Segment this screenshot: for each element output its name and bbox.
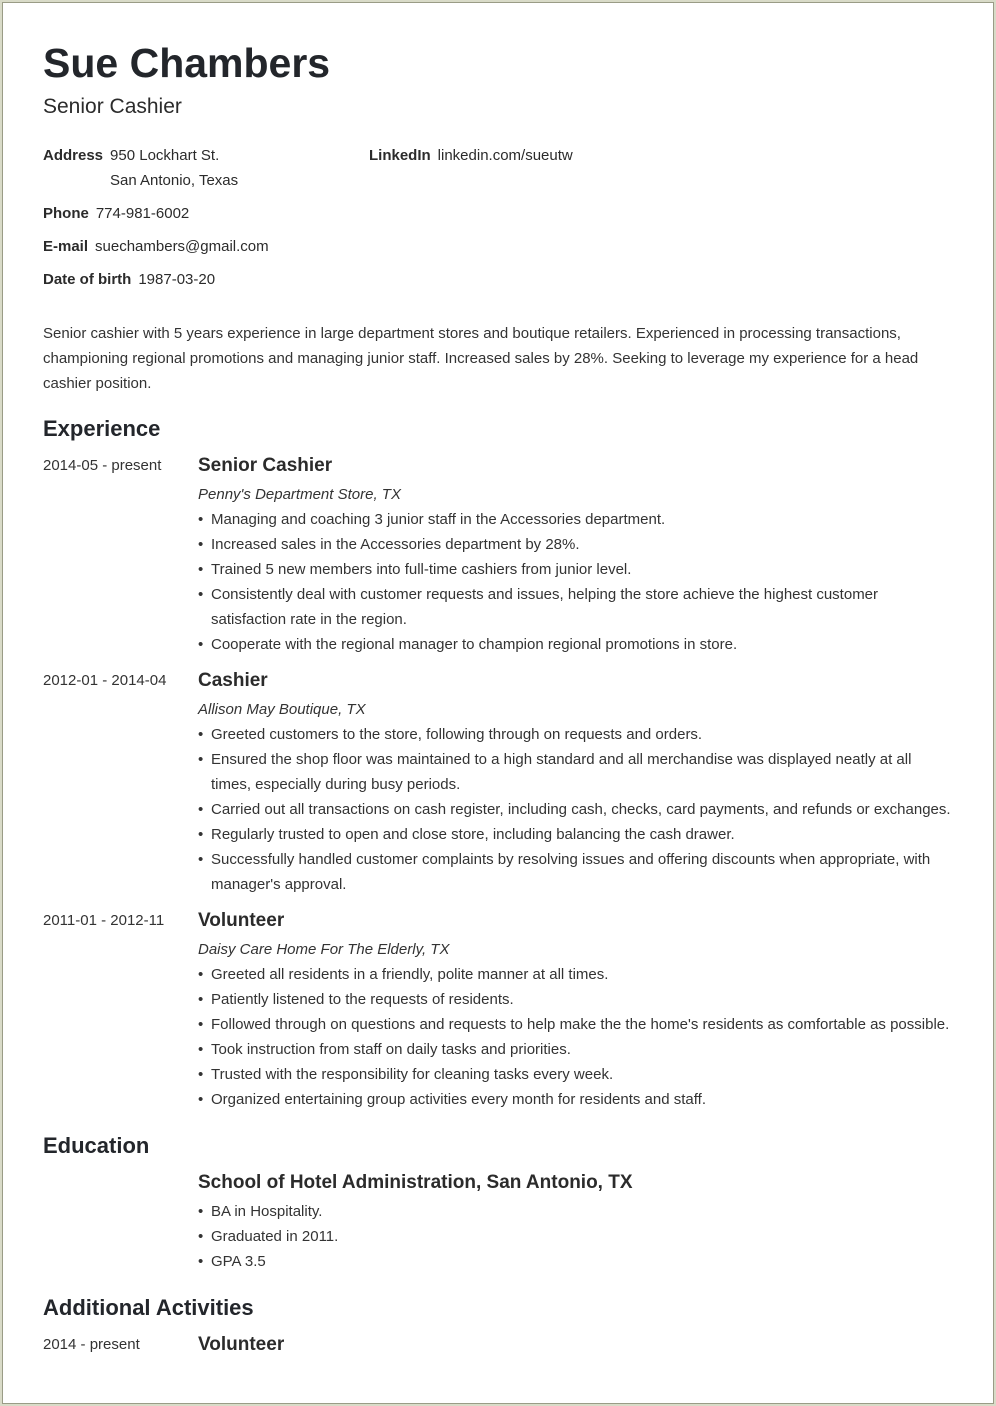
linkedin-label: LinkedIn	[369, 147, 431, 164]
profile-summary: Senior cashier with 5 years experience in large department stores and boutique retailers. Experienced in processing transactions, championing regional promotions and managing junior staff. Increased sales by 28%. Seeking to leverage my experience for a head cashier position.	[43, 325, 919, 392]
education-heading: Education	[43, 1133, 150, 1158]
bullet-item: • Took instruction from staff on daily tasks and priorities.	[198, 1037, 953, 1062]
entry-body	[198, 1333, 953, 1357]
entry-role: Volunteer	[198, 1334, 285, 1355]
bullet-item: • Patiently listened to the requests of residents.	[198, 987, 953, 1012]
bullet-item: • Managing and coaching 3 junior staff in the Accessories department.	[198, 507, 953, 532]
address-row	[43, 143, 219, 168]
dob-row	[43, 267, 215, 292]
bullet-item: • Cooperate with the regional manager to champion regional promotions in store.	[198, 632, 953, 657]
address-label: Address	[43, 147, 104, 164]
entry-date: 2012-01 - 2014-04	[43, 672, 167, 689]
bullet-item: • Consistently deal with customer requests and issues, helping the store achieve the highest customer satisfaction rate in the region.	[198, 582, 953, 632]
phone-value: 774-981-6002	[95, 205, 190, 222]
activities-heading: Additional Activities	[43, 1295, 254, 1320]
phone-label: Phone	[43, 205, 89, 222]
entry-organization: Allison May Boutique, TX	[198, 701, 366, 718]
entry-organization: Penny's Department Store, TX	[198, 486, 401, 503]
bullet-item: • Greeted all residents in a friendly, polite manner at all times.	[198, 962, 953, 987]
entry-role: Cashier	[198, 670, 268, 691]
entry-bullets	[198, 507, 953, 657]
entry-date: 2014-05 - present	[43, 457, 162, 474]
phone-row	[43, 201, 189, 226]
entry-role: Senior Cashier	[198, 455, 333, 476]
address-row-2	[110, 168, 238, 193]
bullet-item: • Increased sales in the Accessories department by 28%.	[198, 532, 953, 557]
bullet-item: • Trusted with the responsibility for cleaning tasks every week.	[198, 1062, 953, 1087]
bullet-item: • Greeted customers to the store, following through on requests and orders.	[198, 722, 953, 747]
entry-date: 2011-01 - 2012-11	[43, 912, 165, 929]
entry-bullets	[198, 962, 953, 1112]
entry-body	[198, 909, 953, 1112]
dob-label: Date of birth	[43, 271, 132, 288]
bullet-item: • GPA 3.5	[198, 1249, 953, 1274]
linkedin-row	[369, 143, 573, 168]
bullet-item: • Followed through on questions and requests to help make the the home's residents as comfortable as possible.	[198, 1012, 953, 1037]
bullet-item: • Ensured the shop floor was maintained to a high standard and all merchandise was displayed neatly at all times, especially during busy periods.	[198, 747, 953, 797]
bullet-item: • Trained 5 new members into full-time cashiers from junior level.	[198, 557, 953, 582]
address-line-1: 950 Lockhart St.	[110, 147, 220, 164]
email-value[interactable]: suechambers@gmail.com	[95, 238, 269, 255]
bullet-item: • Regularly trusted to open and close store, including balancing the cash drawer.	[198, 822, 953, 847]
email-label: E-mail	[43, 238, 89, 255]
resume	[43, 38, 953, 1355]
contact-info	[43, 143, 953, 293]
education-bullets	[198, 1199, 953, 1274]
bullet-item: • Successfully handled customer complaints by resolving issues and offering discounts when appropriate, with manager's approval.	[198, 847, 953, 897]
entry-body	[198, 454, 953, 657]
experience-heading: Experience	[43, 416, 161, 441]
candidate-title: Senior Cashier	[43, 95, 182, 118]
entry-organization: Daisy Care Home For The Elderly, TX	[198, 941, 450, 958]
entry-date: 2014 - present	[43, 1336, 140, 1353]
candidate-name: Sue Chambers	[43, 40, 331, 86]
entry-body	[198, 1171, 953, 1274]
linkedin-value[interactable]: linkedin.com/sueutw	[437, 147, 573, 164]
bullet-item: • Organized entertaining group activities every month for residents and staff.	[198, 1087, 953, 1112]
email-row	[43, 234, 269, 259]
entry-body	[198, 669, 953, 897]
bullet-item: • Graduated in 2011.	[198, 1224, 953, 1249]
bullet-item: • Carried out all transactions on cash register, including cash, checks, card payments, and refunds or exchanges.	[198, 797, 953, 822]
address-line-2: San Antonio, Texas	[110, 172, 239, 189]
entry-role: Volunteer	[198, 910, 285, 931]
entry-bullets	[198, 722, 953, 897]
dob-value: 1987-03-20	[138, 271, 216, 288]
school-name: School of Hotel Administration, San Antonio, TX	[198, 1172, 633, 1193]
bullet-item: • BA in Hospitality.	[198, 1199, 953, 1224]
